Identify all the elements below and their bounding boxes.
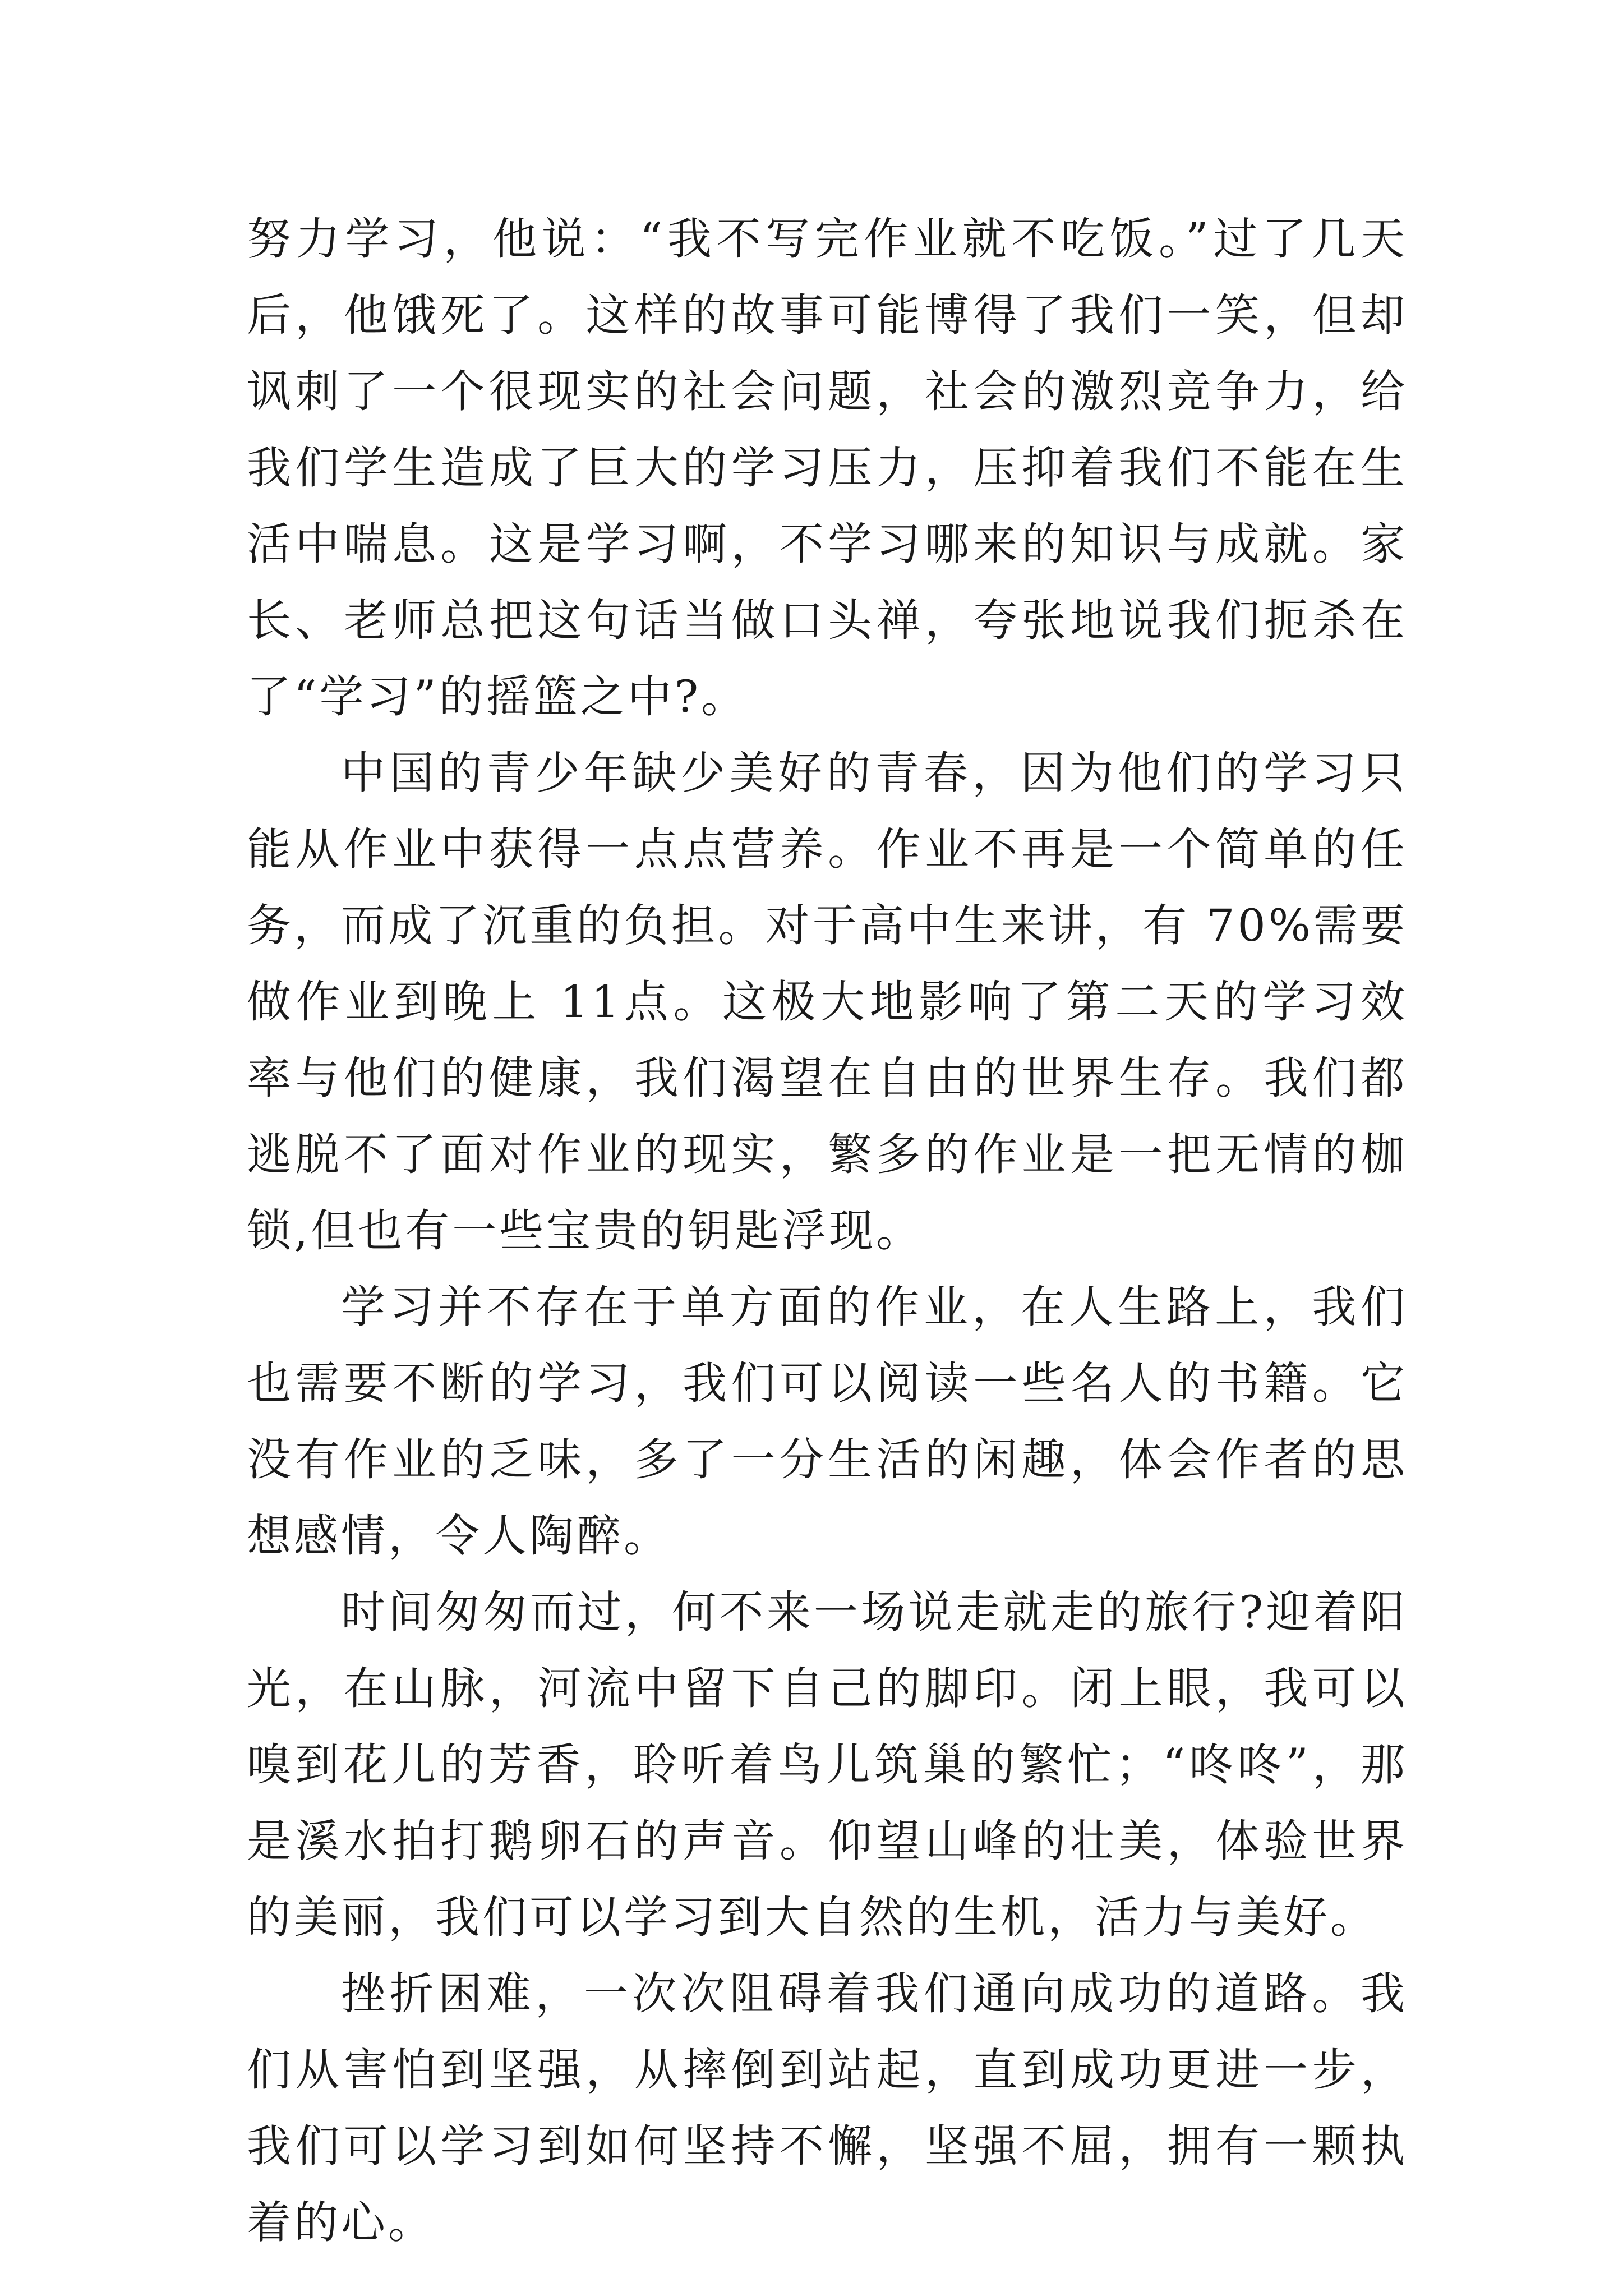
paragraph-2: 中国的青少年缺少美好的青春，因为他们的学习只能从作业中获得一点点营养。作业不再是一个简单的任务，而成了沉重的负担。对于高中生来讲，有 70%需要做作业到晚上 11点。这极大地影响了第二天的学习效率与他们的健康，我们渴望在自由的世界生存。我们都逃脱不了面对作业的现实，繁多的作业是一把无情的枷锁,但也有一些宝贵的钥匙浮现。 — [247, 747, 1408, 1257]
paragraph-3: 学习并不存在于单方面的作业，在人生路上，我们也需要不断的学习，我们可以阅读一些名人的书籍。它没有作业的乏味，多了一分生活的闲趣，体会作者的思想感情，令人陶醉。 — [247, 1281, 1408, 1562]
paragraph-4: 时间匆匆而过，何不来一场说走就走的旅行?迎着阳光，在山脉，河流中留下自己的脚印。闭上眼，我可以嗅到花儿的芳香，聆听着鸟儿筑巢的繁忙；“咚咚”，那是溪水拍打鹅卵石的声音。仰望山峰的壮美，体验世界的美丽，我们可以学习到大自然的生机，活力与美好。 — [247, 1586, 1408, 1943]
essay-body — [247, 201, 1408, 2261]
paragraph-1: 努力学习，他说：“我不写完作业就不吃饭。”过了几天后，他饿死了。这样的故事可能博得了我们一笑，但却讽刺了一个很现实的社会问题，社会的激烈竞争力，给我们学生造成了巨大的学习压力，压抑着我们不能在生活中喘息。这是学习啊，不学习哪来的知识与成就。家长、老师总把这句话当做口头禅，夸张地说我们扼杀在了“学习”的摇篮之中?。 — [247, 213, 1408, 723]
paragraph-5: 挫折困难，一次次阻碍着我们通向成功的道路。我们从害怕到坚强，从摔倒到站起，直到成功更进一步，我们可以学习到如何坚持不懈，坚强不屈，拥有一颗执着的心。 — [247, 1968, 1408, 2248]
